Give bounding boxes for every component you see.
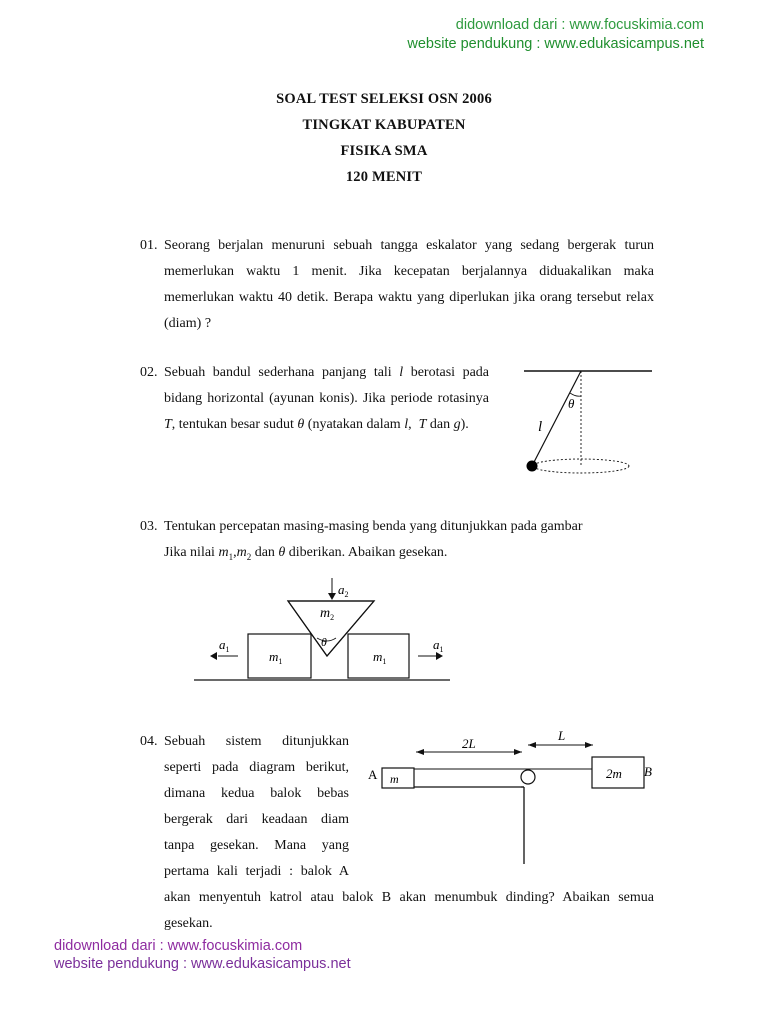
label-2L: 2L [462,736,476,751]
q4-line-7: akan menyentuh katrol atau balok B akan menumbuk dinding? Abaikan semua [164,890,654,905]
a1-right-label: $a_1$ [433,637,444,654]
label-L: L [558,728,566,743]
a2-arrow-head [328,593,336,600]
q4-line-4: bergerak dari keadaan diam [164,812,349,827]
footer-website-link[interactable]: website pendukung : www.edukasicampus.net [54,956,351,972]
wedge-blocks-figure [190,578,455,686]
pulley-system-figure [364,728,664,870]
q4-line-6: pertama kali terjadi : balok A [164,864,349,879]
question-2-number: 02. [140,365,158,380]
footer-download-link[interactable]: didownload dari : www.focuskimia.com [54,938,303,954]
question-1-number: 01. [140,238,158,253]
theta-label: θ [568,396,575,411]
a2-label: $a_2$ [338,582,349,599]
m1-right-label: $m_1$ [373,649,387,666]
q4-line-1: Sebuah sistem ditunjukkan [164,734,349,749]
label-A: A [368,767,378,782]
conical-pendulum-figure [516,362,660,490]
theta-label: θ [321,635,327,649]
left-block [248,634,311,678]
question-4-text-column [164,729,349,885]
question-3-line-1: Tentukan percepatan masing-masing benda yang ditunjukkan pada gambar [164,519,583,534]
question-3-line-2: Jika nilai $m_1,m_2$ dan θ diberikan. Abaikan gesekan. [164,545,448,562]
a1-left-label: $a_1$ [219,637,230,654]
q4-line-8: gesekan. [164,916,213,931]
question-1-text: Seorang berjalan menuruni sebuah tangga eskalator yang sedang bergerak turun memerlukan waktu 1 menit. Jika kecepatan berjalannya diduakalikan maka memerlukan waktu 40 detik. Berapa waktu yang diperlukan jika orang tersebut relax (diam) ? [164,238,654,331]
title-line-4: 120 MENIT [345,169,423,185]
q4-line-3: dimana kedua balok bebas [164,786,349,801]
label-2m: 2m [606,766,622,781]
source-header [407,16,704,54]
pulley-circle [521,770,535,784]
exam-title [0,86,768,190]
bob-circle [527,461,538,472]
header-website-link[interactable]: website pendukung : www.edukasicampus.net [407,36,704,52]
title-line-3: FISIKA SMA [340,143,428,159]
question-3-number: 03. [140,519,158,534]
label-B: B [644,764,652,779]
source-footer [54,937,351,973]
a1-left-arrow-head [210,652,217,660]
question-4-number: 04. [140,734,158,749]
question-2-text: Sebuah bandul sederhana panjang tali l berotasi pada bidang horizontal (ayunan konis). Jika periode rotasinya T, tentukan besar sudut θ (nyatakan dalam l, T dan g). [164,365,490,432]
header-download-link[interactable]: didownload dari : www.focuskimia.com [455,17,704,33]
label-m: m [390,772,399,786]
l-label: l [538,419,543,435]
m1-left-label: $m_1$ [269,649,283,666]
q4-line-2: seperti pada diagram berikut, [164,760,349,775]
title-line-2: TINGKAT KABUPATEN [302,117,466,133]
q4-line-5: tanpa gesekan. Mana yang [164,838,349,853]
m2-label: $m_2$ [320,606,335,622]
title-line-1: SOAL TEST SELEKSI OSN 2006 [276,91,492,107]
